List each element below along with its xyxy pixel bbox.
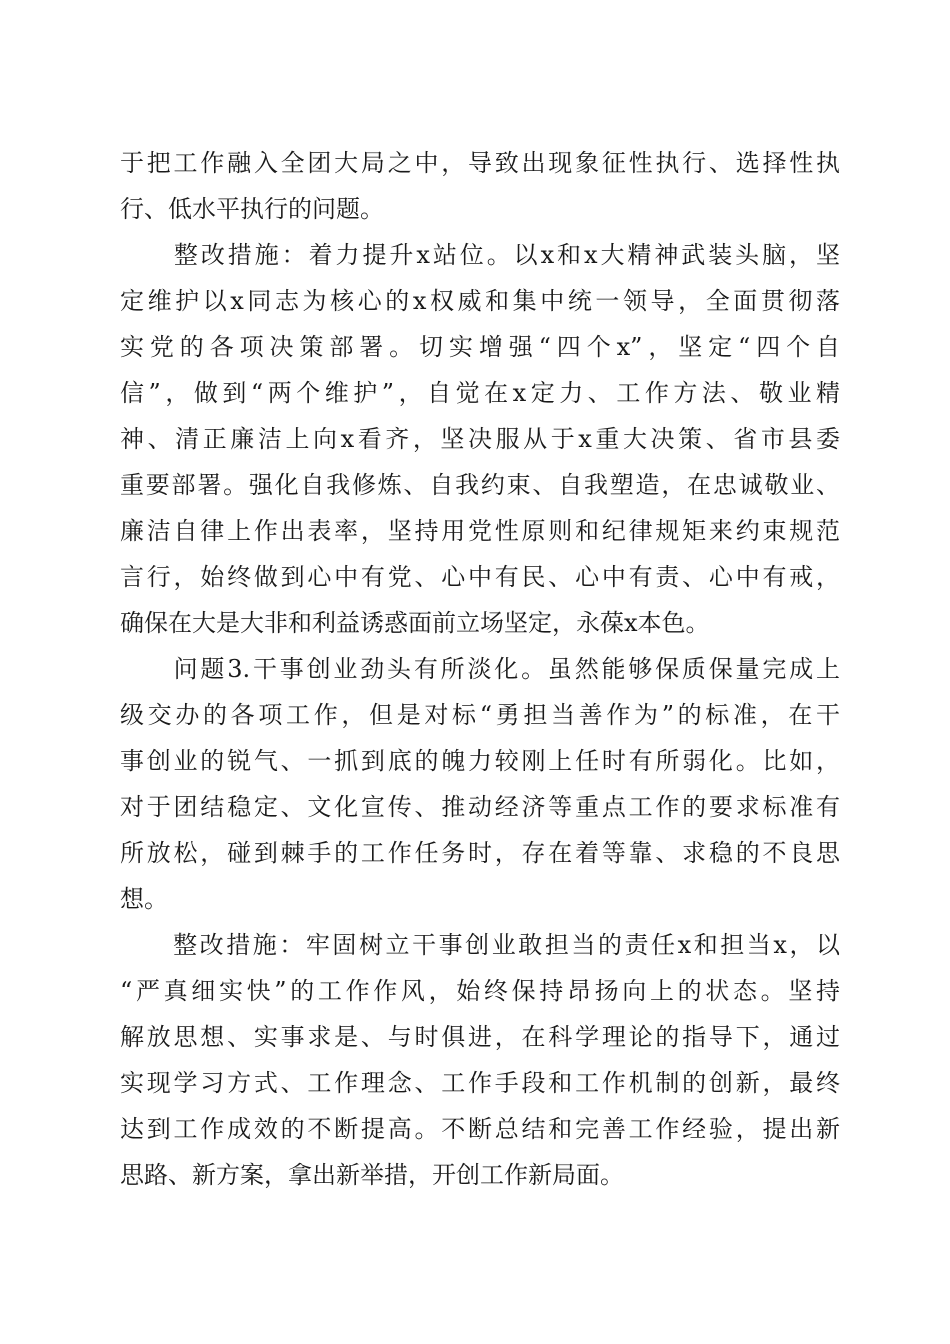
text-line: 对于团结稳定、文化宣传、推动经济等重点工作的要求标准有 (120, 793, 840, 821)
text-line: 达到工作成效的不断提高。不断总结和完善工作经验，提出新 (120, 1115, 840, 1143)
text-line: 定维护以x同志为核心的x权威和集中统一领导，全面贯彻落 (120, 287, 840, 315)
text-line: 廉洁自律上作出表率，坚持用党性原则和纪律规矩来约束规范 (120, 517, 840, 545)
body-text (120, 140, 840, 1198)
text-line: 所放松，碰到棘手的工作任务时，存在着等靠、求稳的不良思 (120, 839, 840, 867)
text-line: 问题3.干事创业劲头有所淡化。虽然能够保质保量完成上 (120, 655, 840, 683)
text-line: 神、清正廉洁上向x看齐，坚决服从于x重大决策、省市县委 (120, 425, 840, 453)
text-line: 事创业的锐气、一抓到底的魄力较刚上任时有所弱化。比如， (120, 747, 840, 775)
text-line: 言行，始终做到心中有党、心中有民、心中有责、心中有戒， (120, 563, 840, 591)
text-line: 想。 (120, 885, 168, 913)
text-line: 行、低水平执行的问题。 (120, 195, 384, 223)
text-line: 整改措施：着力提升x站位。以x和x大精神武装头脑，坚 (120, 241, 840, 269)
text-line: 整改措施：牢固树立干事创业敢担当的责任x和担当x，以 (120, 931, 840, 959)
text-line: 确保在大是大非和利益诱惑面前立场坚定，永葆x本色。 (120, 609, 710, 637)
text-line: 于把工作融入全团大局之中，导致出现象征性执行、选择性执 (120, 149, 840, 177)
text-line: “严真细实快”的工作作风，始终保持昂扬向上的状态。坚持 (120, 977, 840, 1005)
text-line: 解放思想、实事求是、与时俱进，在科学理论的指导下，通过 (120, 1023, 840, 1051)
text-line: 实现学习方式、工作理念、工作手段和工作机制的创新，最终 (120, 1069, 840, 1097)
text-line: 重要部署。强化自我修炼、自我约束、自我塑造，在忠诚敬业、 (120, 471, 840, 499)
text-line: 实党的各项决策部署。切实增强“四个x”，坚定“四个自 (120, 333, 840, 361)
text-line: 思路、新方案，拿出新举措，开创工作新局面。 (120, 1161, 624, 1189)
text-line: 级交办的各项工作，但是对标“勇担当善作为”的标准，在干 (120, 701, 840, 729)
text-line: 信”，做到“两个维护”，自觉在x定力、工作方法、敬业精 (120, 379, 840, 407)
